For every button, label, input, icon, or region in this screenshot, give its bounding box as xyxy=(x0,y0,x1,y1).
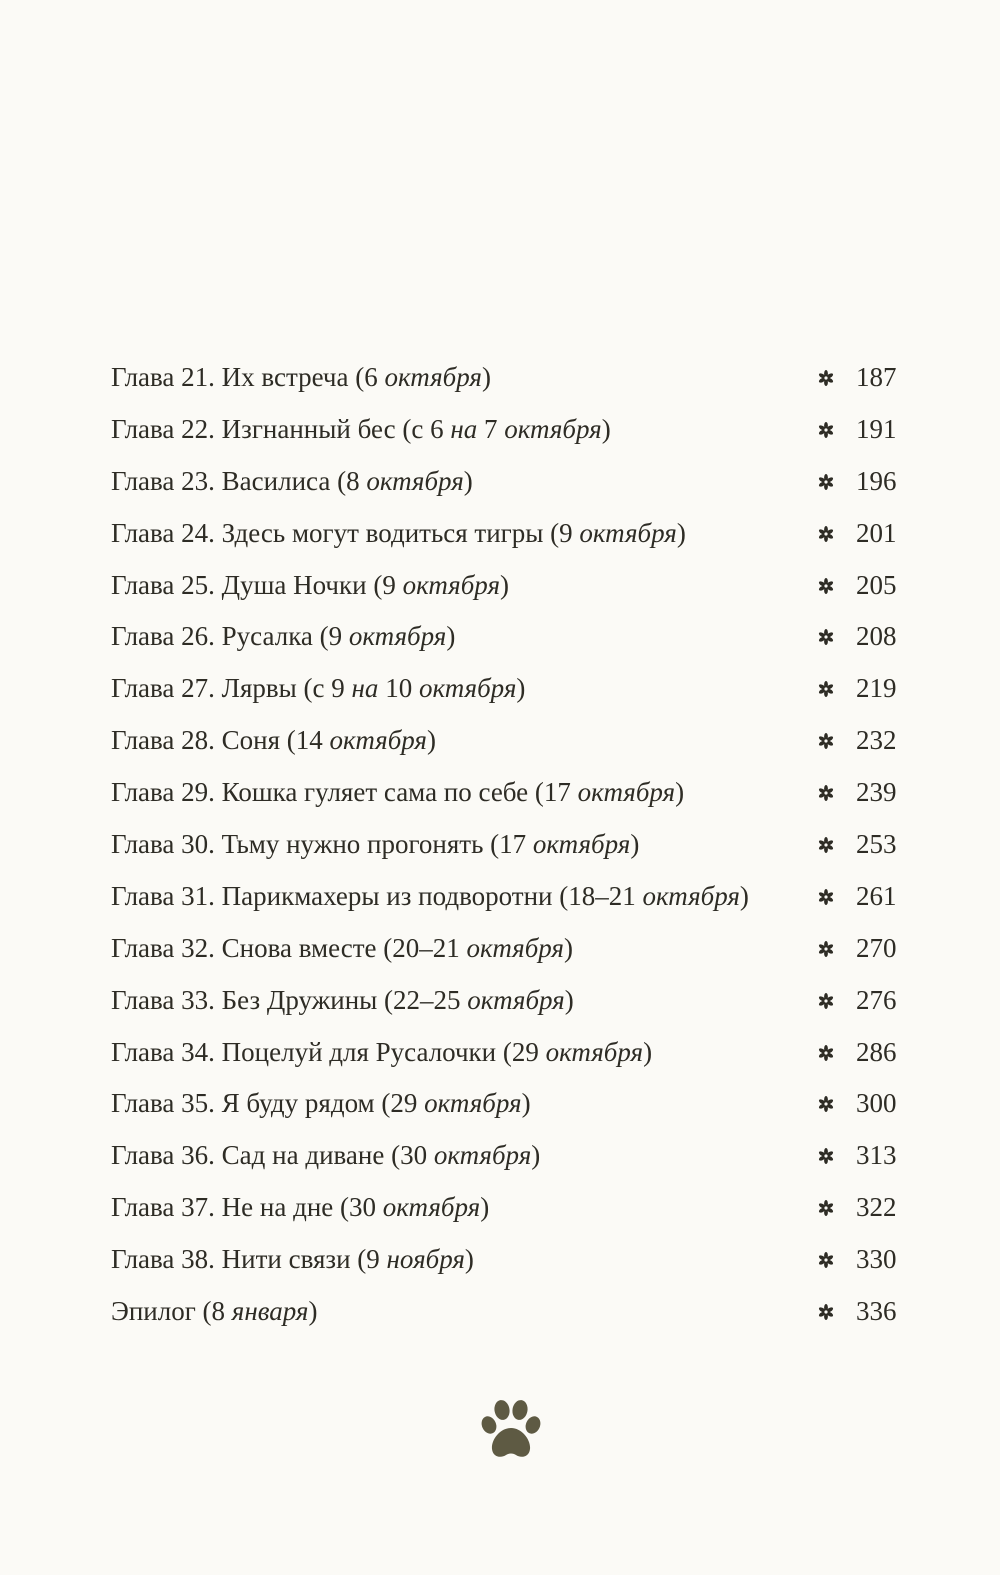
toc-entry xyxy=(111,456,911,508)
star-ornament-icon xyxy=(817,421,835,439)
toc-entry xyxy=(111,404,911,456)
toc-entry-date-month: октября xyxy=(579,517,677,548)
toc-entry-label: Глава 24. Здесь могут водиться тигры xyxy=(111,517,551,548)
toc-entry-date-close: ) xyxy=(500,569,509,600)
toc-entry-label: Глава 30. Тьму нужно прогонять xyxy=(111,829,491,860)
toc-entry-page-number: 253 xyxy=(856,829,897,860)
toc-entry-date-close: ) xyxy=(676,517,686,548)
toc-entry-page-number: 276 xyxy=(856,984,897,1015)
toc-entry-date-close: ) xyxy=(446,621,456,652)
toc-entry-date-number: 9 xyxy=(382,569,403,600)
toc-entry-date-month: октября xyxy=(418,673,517,704)
toc-entry-date-number: 17 xyxy=(543,777,578,808)
toc-entry-page-number: 330 xyxy=(856,1244,897,1275)
toc-entry-date-close: ) xyxy=(564,984,574,1015)
toc-entry-date-number: 18–21 xyxy=(568,880,643,911)
toc-entry-date-number: 29 xyxy=(511,1036,546,1067)
toc-entry-label: Глава 37. Не на дне xyxy=(111,1192,340,1223)
toc-entry-date-number: 8 xyxy=(211,1296,232,1327)
toc-entry-date-month: октября xyxy=(577,777,676,808)
star-ornament-icon xyxy=(817,1044,835,1062)
toc-entry-date-open: ( xyxy=(391,1140,401,1171)
toc-entry-page-number: 232 xyxy=(856,725,897,756)
toc-entry-title xyxy=(111,508,686,560)
star-ornament-icon xyxy=(817,577,835,595)
toc-entry-page-number: 205 xyxy=(856,569,897,600)
toc-entry-label: Глава 33. Без Дружины xyxy=(111,984,385,1015)
toc-entry-date-number: 20–21 xyxy=(392,932,467,963)
toc-entry-date-open: ( xyxy=(384,984,394,1015)
toc-entry-page-number: 239 xyxy=(856,777,897,808)
toc-entry xyxy=(111,871,911,923)
star-ornament-icon xyxy=(817,732,835,750)
toc-entry-date-month: ноября xyxy=(386,1244,465,1275)
star-ornament-icon xyxy=(817,1199,835,1217)
toc-entry-date-month: октября xyxy=(382,1192,481,1223)
toc-entry-page-number: 313 xyxy=(856,1140,897,1171)
toc-entry-label: Глава 21. Их встреча xyxy=(111,362,356,392)
toc-entry-date-open: ( xyxy=(502,1036,512,1067)
toc-entry xyxy=(111,1234,911,1286)
toc-entry xyxy=(111,1027,911,1079)
toc-entry-date-number: 10 xyxy=(378,673,419,704)
toc-entry-label: Глава 38. Нити связи xyxy=(111,1244,358,1275)
toc-entry-page-number: 286 xyxy=(856,1036,897,1067)
star-ornament-icon xyxy=(817,525,835,543)
paw-print-icon xyxy=(478,1398,544,1464)
star-ornament-icon xyxy=(817,940,835,958)
toc-entry-date-connector: на xyxy=(351,673,379,704)
toc-entry-date-open: ( xyxy=(402,413,412,444)
star-ornament-icon xyxy=(817,1251,835,1269)
toc-entry-date-month: октября xyxy=(545,1036,644,1067)
star-ornament-icon xyxy=(817,992,835,1010)
toc-entry-date-month: октября xyxy=(366,465,464,496)
toc-entry-label: Глава 32. Снова вместе xyxy=(111,932,384,963)
toc-entry-date-month: января xyxy=(231,1296,309,1327)
toc-entry-label: Глава 28. Соня xyxy=(111,725,287,756)
toc-entry-date-close: ) xyxy=(521,1088,531,1119)
toc-entry xyxy=(111,715,911,767)
toc-entry-date-month: октября xyxy=(433,1140,532,1171)
toc-entry-title xyxy=(111,352,491,404)
star-ornament-icon xyxy=(817,628,835,646)
toc-entry-date-close: ) xyxy=(630,829,640,860)
toc-entry-date-close: ) xyxy=(675,777,685,808)
toc-entry-title xyxy=(111,1027,652,1079)
toc-entry-date-number: с 9 xyxy=(312,673,352,704)
toc-entry-date-close: ) xyxy=(463,465,473,496)
toc-entry-date-month: октября xyxy=(329,725,427,756)
toc-entry xyxy=(111,560,911,612)
toc-entry-date-month: октября xyxy=(402,569,500,600)
toc-entry-date-number: с 6 xyxy=(411,413,451,444)
star-ornament-icon xyxy=(817,784,835,802)
star-ornament-icon xyxy=(817,836,835,854)
toc-entry-title xyxy=(111,1182,489,1234)
toc-entry-date-month: октября xyxy=(467,984,565,1015)
toc-entry-date-close: ) xyxy=(464,1244,474,1275)
toc-entry-date-open: ( xyxy=(357,1244,367,1275)
toc-entry-page-number: 261 xyxy=(856,880,897,911)
toc-entry-date-number: 7 xyxy=(477,413,505,444)
toc-entry xyxy=(111,923,911,975)
toc-entry-title xyxy=(111,715,436,767)
toc-entry xyxy=(111,352,911,404)
toc-entry-title xyxy=(111,404,611,456)
star-ornament-icon xyxy=(817,680,835,698)
toc-entry-title xyxy=(111,560,509,612)
toc-entry-date-open: ( xyxy=(202,1296,212,1327)
toc-entry-label: Глава 25. Душа Ночки xyxy=(111,569,374,600)
toc-entry-date-open: ( xyxy=(534,777,544,808)
toc-entry-date-month: октября xyxy=(424,1088,522,1119)
toc-entry-label: Глава 31. Парикмахеры из подворотни xyxy=(111,880,560,911)
toc-entry-page-number: 219 xyxy=(856,673,897,704)
toc-entry-date-month: октября xyxy=(466,932,564,963)
toc-entry-date-month: октября xyxy=(348,621,447,652)
toc-entry-page-number: 187 xyxy=(856,362,897,392)
toc-entry-label: Глава 35. Я буду рядом xyxy=(111,1088,382,1119)
toc-entry-title xyxy=(111,456,473,508)
toc-entry xyxy=(111,1130,911,1182)
toc-entry xyxy=(111,819,911,871)
toc-entry-page-number: 300 xyxy=(856,1088,897,1119)
toc-entry xyxy=(111,508,911,560)
star-ornament-icon xyxy=(817,473,835,491)
star-ornament-icon xyxy=(817,1147,835,1165)
toc-entry-label: Глава 29. Кошка гуляет сама по себе xyxy=(111,777,535,808)
toc-entry-title xyxy=(111,975,574,1027)
toc-entry-date-open: ( xyxy=(286,725,296,756)
toc-entry-title xyxy=(111,1234,474,1286)
toc-entry-date-open: ( xyxy=(383,932,393,963)
toc-entry-date-open: ( xyxy=(337,465,347,496)
toc-entry xyxy=(111,1182,911,1234)
toc-entry-date-number: 30 xyxy=(400,1140,434,1171)
toc-entry-date-month: октября xyxy=(642,880,740,911)
toc-entry-page-number: 270 xyxy=(856,932,897,963)
toc-entry-date-open: ( xyxy=(319,621,329,652)
toc-entry xyxy=(111,1078,911,1130)
toc-entry-date-number: 22–25 xyxy=(393,984,468,1015)
toc-entry-date-number: 9 xyxy=(366,1244,387,1275)
toc-entry-date-close: ) xyxy=(563,932,573,963)
toc-entry-label: Глава 26. Русалка xyxy=(111,621,320,652)
toc-entry-date-number: 14 xyxy=(295,725,330,756)
toc-entry-title xyxy=(111,767,684,819)
toc-entry-date-close: ) xyxy=(601,413,611,444)
toc-entry xyxy=(111,975,911,1027)
toc-entry-date-open: ( xyxy=(559,880,569,911)
toc-entry-date-number: 30 xyxy=(349,1192,383,1223)
toc-entry-date-open: ( xyxy=(550,517,560,548)
toc-entry-title xyxy=(111,1286,317,1338)
toc-entry-date-close: ) xyxy=(426,725,436,756)
toc-entry-date-close: ) xyxy=(481,362,491,392)
toc-entry xyxy=(111,663,911,715)
toc-entry-date-open: ( xyxy=(490,829,500,860)
toc-entry-page-number: 322 xyxy=(856,1192,897,1223)
toc-entry-date-number: 6 xyxy=(364,362,385,392)
toc-entry-label: Глава 27. Лярвы xyxy=(111,673,304,704)
toc-entry-date-open: ( xyxy=(355,362,365,392)
toc-entry-date-open: ( xyxy=(381,1088,391,1119)
toc-entry-date-open: ( xyxy=(373,569,383,600)
toc-entry-label: Глава 23. Василиса xyxy=(111,465,338,496)
toc-entry-date-close: ) xyxy=(480,1192,490,1223)
toc-entry-label: Глава 34. Поцелуй для Русалочки xyxy=(111,1036,503,1067)
toc-entry-title xyxy=(111,611,455,663)
toc-entry-date-connector: на xyxy=(450,413,478,444)
toc-entry-date-number: 9 xyxy=(328,621,349,652)
toc-entry-date-number: 17 xyxy=(499,829,533,860)
table-of-contents xyxy=(111,352,911,1338)
toc-entry-title xyxy=(111,923,573,975)
toc-entry-label: Глава 36. Сад на диване xyxy=(111,1140,392,1171)
toc-entry-date-close: ) xyxy=(308,1296,318,1327)
toc-entry-date-open: ( xyxy=(303,673,313,704)
toc-entry-date-close: ) xyxy=(739,880,749,911)
star-ornament-icon xyxy=(817,1095,835,1113)
toc-entry-page-number: 191 xyxy=(856,413,897,444)
toc-entry-date-open: ( xyxy=(340,1192,349,1223)
toc-entry-date-number: 8 xyxy=(346,465,367,496)
toc-entry-date-number: 29 xyxy=(390,1088,425,1119)
toc-entry-title xyxy=(111,871,749,923)
star-ornament-icon xyxy=(817,1303,835,1321)
toc-entry-page-number: 201 xyxy=(856,517,897,548)
toc-entry-page-number: 208 xyxy=(856,621,897,652)
toc-entry-label: Эпилог xyxy=(111,1296,203,1327)
toc-entry-page-number: 336 xyxy=(856,1296,897,1327)
toc-entry-date-close: ) xyxy=(531,1140,541,1171)
toc-entry-date-close: ) xyxy=(516,673,526,704)
star-ornament-icon xyxy=(817,369,835,387)
toc-entry-title xyxy=(111,663,525,715)
toc-entry-label: Глава 22. Изгнанный бес xyxy=(111,413,403,444)
toc-entry xyxy=(111,611,911,663)
toc-entry xyxy=(111,1286,911,1338)
toc-entry-page-number: 196 xyxy=(856,465,897,496)
toc-entry-date-month: октября xyxy=(532,829,631,860)
toc-entry-date-month: октября xyxy=(504,413,602,444)
star-ornament-icon xyxy=(817,888,835,906)
toc-entry-title xyxy=(111,1078,531,1130)
toc-entry-title xyxy=(111,819,639,871)
toc-entry-date-number: 9 xyxy=(559,517,580,548)
toc-entry xyxy=(111,767,911,819)
toc-entry-date-month: октября xyxy=(384,362,482,392)
toc-entry-title xyxy=(111,1130,540,1182)
toc-entry-date-close: ) xyxy=(643,1036,653,1067)
